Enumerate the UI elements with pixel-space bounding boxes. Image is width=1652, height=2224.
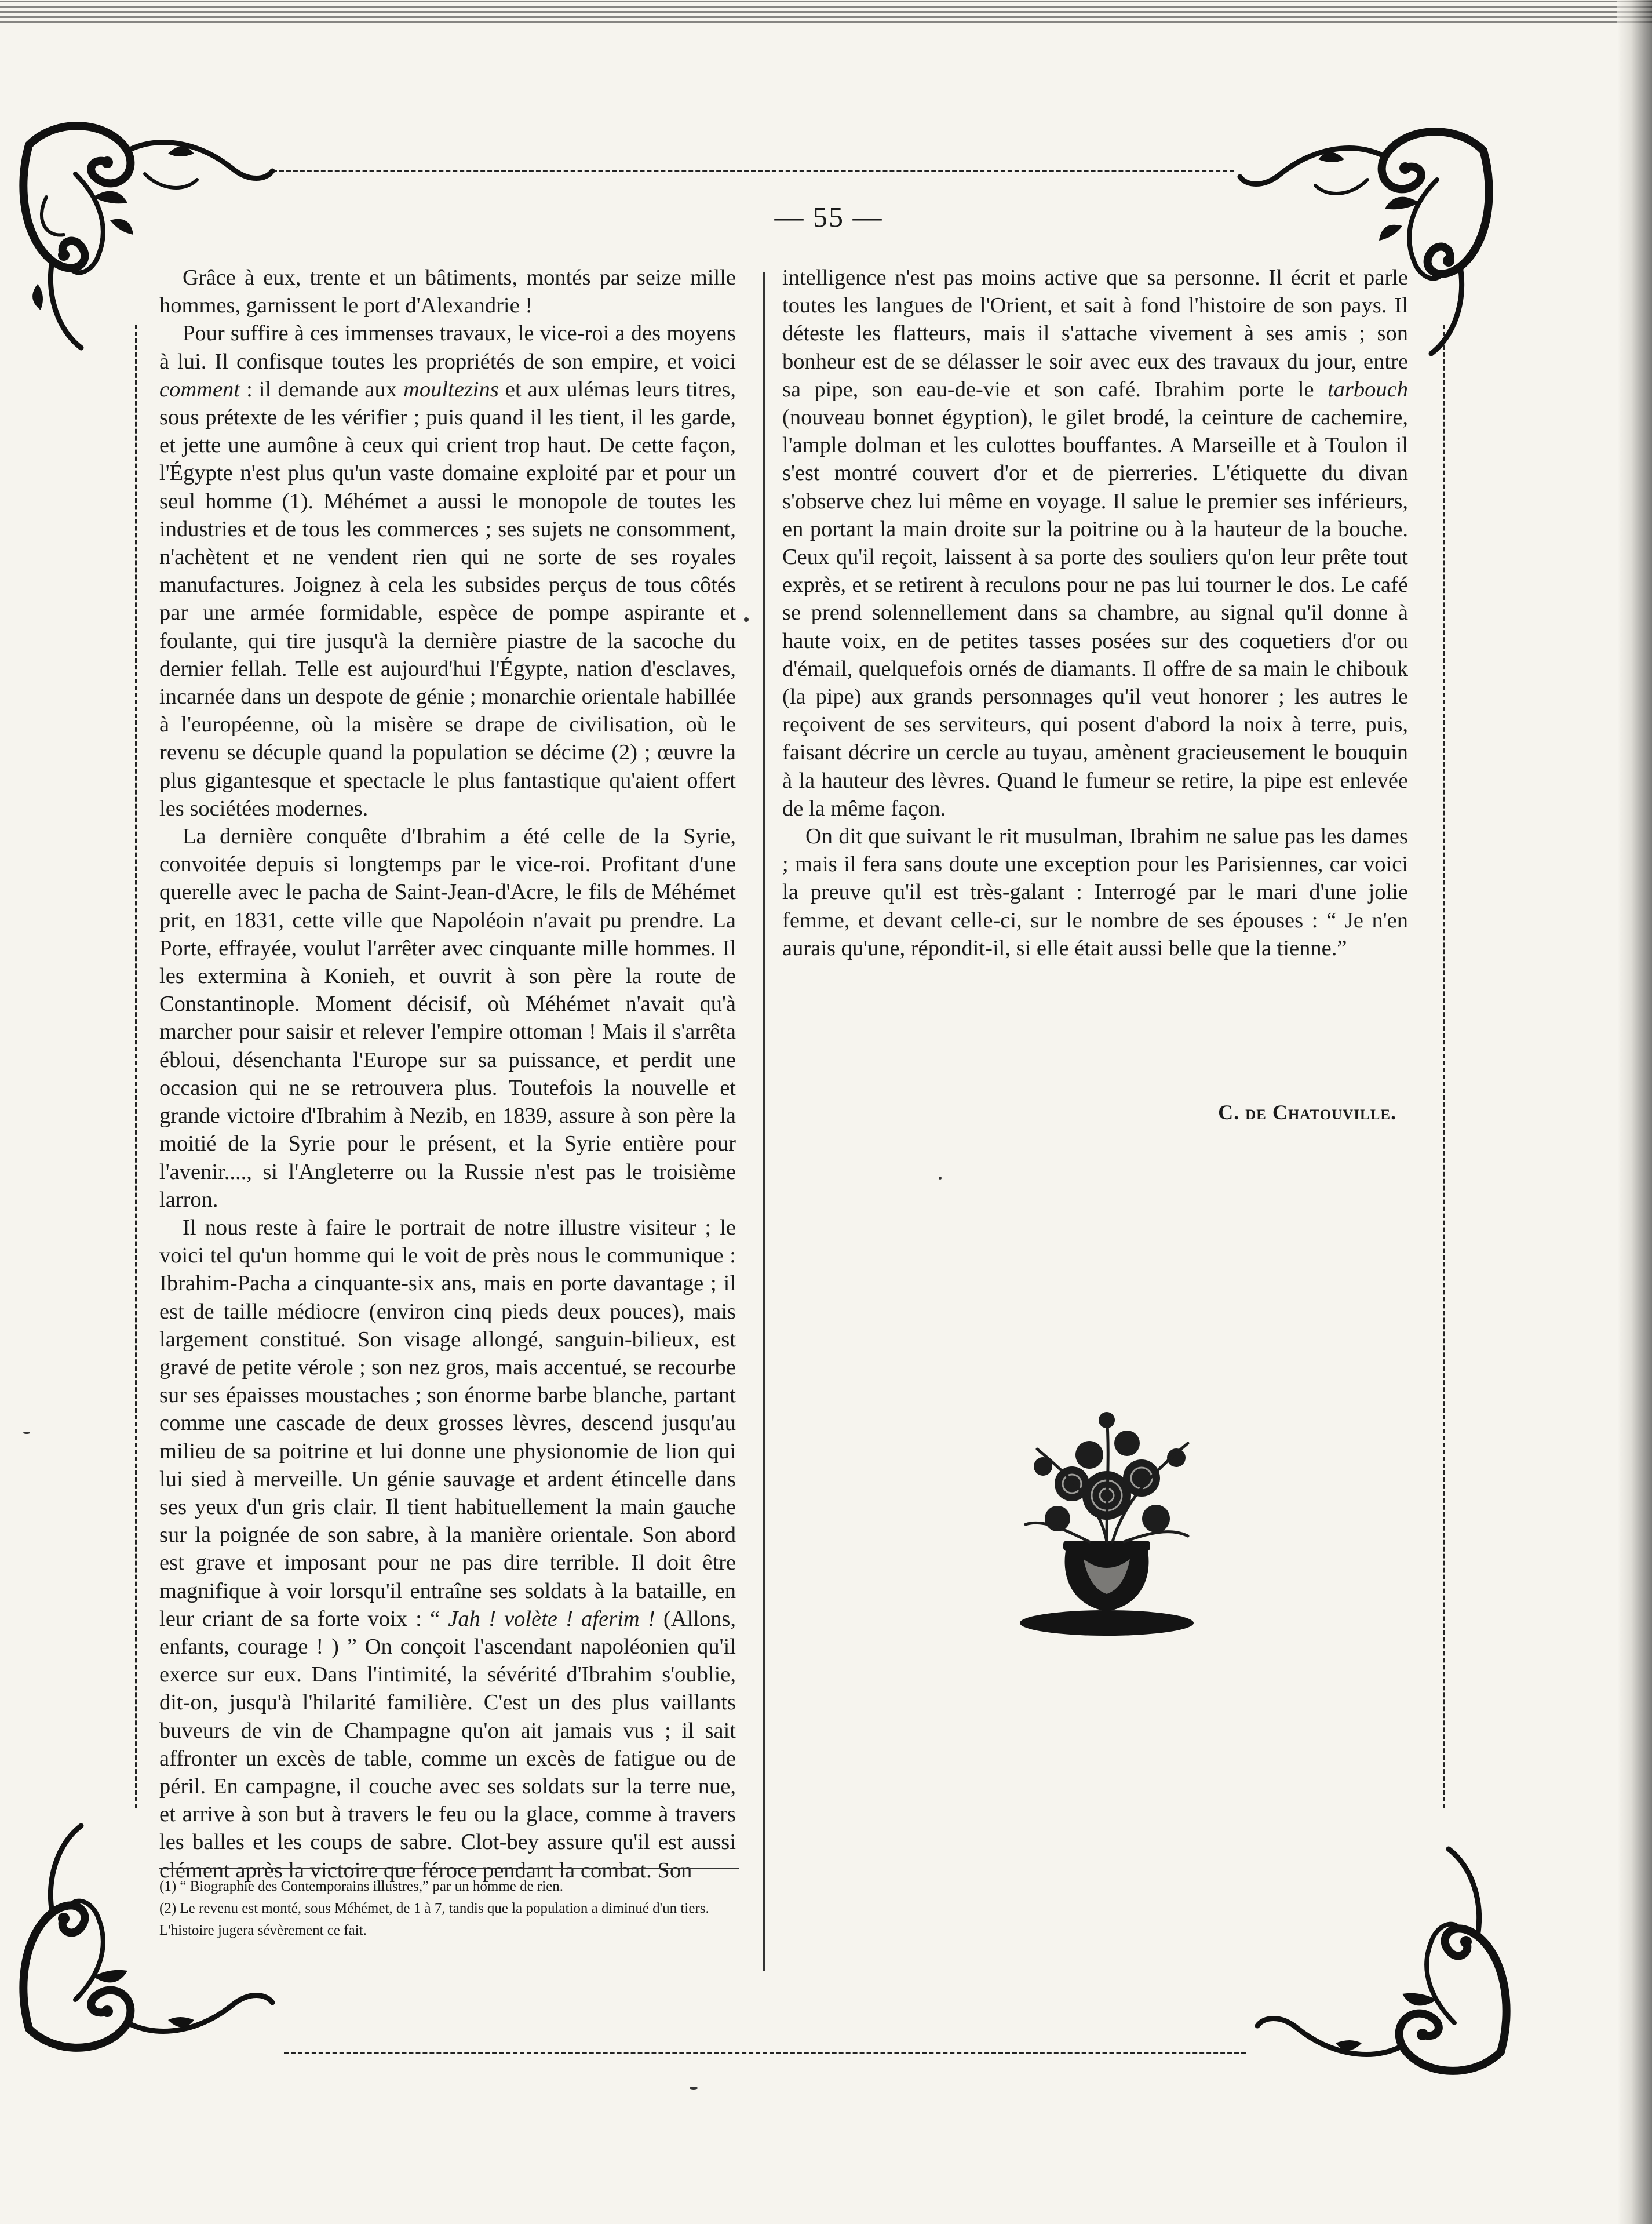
author-signature: C. de Chatouville. xyxy=(1218,1101,1396,1124)
frame-top-border xyxy=(272,170,1234,172)
paragraph xyxy=(159,319,736,822)
text-run: (nouveau bonnet égyption), le gilet brodé, la ceinture de cachemire, l'ample dolman et les culottes bouffantes. A Marseille et à Toulon il s'est montré couvert d'or et de pierreries. L'étiquette du divan s'observe chez lui même en voyage. Il salue le premier ses inférieurs, en portant la main droite sur la poitrine ou à la hauteur de la bouche. Ceux qu'il reçoit, laissent à sa porte des souliers qu'on leur prête tout exprès, et se retirent à reculons pour ne pas lui tourner le dos. Le café se prend solennellement dans sa chambre, au signal qu'il donne à haute voix, en de petites tasses posées sur des coquetiers d'or ou d'émail, quelquefois ornés de diamants. Il offre de sa main le chibouk (la pipe) aux grands personnages qu'il veut honorer ; les autres le reçoivent de ses serviteurs, qui posent d'abord la noix à terre, puis, faisant décrire un cercle au tuyau, amènent gracieusement le bouquin à la hauteur des lèvres. Quand le fumeur se retire, la pipe est enlevée de la même façon. xyxy=(782,405,1408,821)
footnote-rule xyxy=(159,1868,739,1869)
italic-word: tarbouch xyxy=(1327,377,1408,402)
footnotes xyxy=(159,1876,739,1942)
scan-speck xyxy=(939,1177,942,1180)
flower-vase-vignette xyxy=(1002,1403,1211,1640)
text-run: intelligence n'est pas moins active que sa personne. Il écrit et parle toutes les langues de l'Orient, et sait à fond l'histoire de son pays. Il déteste les flatteurs, mais il s'attache vivement à ses amis ; son bonheur est de se délasser le soir avec eux des travaux du jour, entre sa pipe, son eau-de-vie et son café. Ibrahim porte le xyxy=(782,265,1408,402)
scan-speck xyxy=(690,2087,698,2090)
paragraph xyxy=(782,264,1408,822)
scan-speck xyxy=(744,617,749,622)
right-text-column xyxy=(782,264,1408,962)
scan-right-edge xyxy=(1617,0,1652,2224)
text-run: Il nous reste à faire le portrait de notre illustre visiteur ; le voici tel qu'un homme qui le voit de près nous le communique : Ibrahim-Pacha a cinquante-six ans, mais en porte davantage ; il est de taille médiocre (environ cinq pieds deux pouces), mais largement constitué. Son visage allongé, sanguin-bilieux, est gravé de petite vérole ; son nez gros, mais accentué, se recourbe sur ses épaisses moustaches ; son énorme barbe blanche, partant comme une cascade de deux grosses lèvres, descend jusqu'au milieu de sa poitrine et lui donne une physionomie de lion qui lui sied à merveille. Un génie sauvage et ardent étincelle dans ses yeux d'un gris clair. Il tient habituellement la main gauche sur la poignée de son sabre, à la manière orientale. Son abord est grave et imposant pour ne pas dire terrible. Il doit être magnifique à voir lorsqu'il entraîne ses soldats à la bataille, en leur criant de sa forte voix : “ xyxy=(159,1215,736,1631)
paragraph: On dit que suivant le rit musulman, Ibrahim ne salue pas les dames ; mais il fera sans doute une exception pour les Parisiennes, car voici la preuve qu'il est très-galant : Interrogé par le mari d'une jolie femme, et devant celle-ci, sur le nombre de ses épouses : “ Je n'en aurais qu'une, répondit-il, si elle était aussi belle que la tienne.” xyxy=(782,824,1408,960)
frame-left-border xyxy=(135,325,137,1808)
scan-top-edge xyxy=(0,0,1652,23)
paragraph xyxy=(159,1214,736,1884)
paragraph: La dernière conquête d'Ibrahim a été celle de la Syrie, convoitée depuis si longtemps par le vice-roi. Profitant d'une querelle avec le pacha de Saint-Jean-d'Acre, le fils de Méhémet prit, en 1831, cette ville que Napoléoin n'avait pu prendre. La Porte, effrayée, voulut l'arrêter avec cinquante mille hommes. Il les extermina à Konieh, et ouvrit à son père la route de Constantinople. Moment décisif, où Méhémet n'avait qu'à marcher pour saisir et relever l'empire ottoman ! Mais il s'arrêta ébloui, désenchanta l'Europe sur sa puissance, et perdit une occasion qui ne se retrouvera plus. Toutefois la nouvelle et grande victoire d'Ibrahim à Nezib, en 1839, assure à son père la moitié de la Syrie pour le présent, et la Syrie entière pour l'avenir...., si l'Angleterre ou la Russie n'est pas le troisième larron. xyxy=(159,824,736,1212)
paragraph: Grâce à eux, trente et un bâtiments, montés par seize mille hommes, garnissent le port d'Alexandrie ! xyxy=(159,265,736,318)
frame-bottom-border xyxy=(284,2052,1246,2054)
text-run: et aux ulémas leurs titres, sous prétexte de les vérifier ; puis quand il les tient, il les garde, et jette une aumône à ceux qui crient trop haut. De cette façon, l'Égypte n'est plus qu'un vaste domaine exploité par et pour un seul homme (1). Méhémet a aussi le monopole de toutes les industries et de tous les commerces ; ses sujets ne consomment, n'achètent et ne vendent rien qui ne sorte de ses royales manufactures. Joignez à cela les subsides perçus de tous côtés par une armée formidable, espèce de pompe aspirante et foulante, qui tire jusqu'à la dernière piastre de la sacoche du dernier fellah. Telle est aujourd'hui l'Égypte, nation d'esclaves, incarnée dans un despote de génie ; monarchie orientale habillée à l'européenne, où la misère se drape de civilisation, où le revenu se décuple quand la population se décime (2) ; œuvre la plus gigantesque et spectacle le plus fantastique qu'aient offert les sociétées modernes. xyxy=(159,377,736,821)
corner-ornament-bottom-right xyxy=(1252,1843,1518,2087)
italic-word: comment xyxy=(159,377,240,402)
text-run: (Allons, enfants, courage ! ) ” On conçoit l'ascendant napoléonien qu'il exerce sur eux. Dans l'intimité, la sévérité d'Ibrahim s'oublie, dit-on, jusqu'à l'hilarité familière. C'est un des plus vaillants buveurs de vin de Champagne qu'on ait jamais vus ; il sait affronter un excès de table, comme un excès de fatigue ou de péril. En campagne, il couche avec ses soldats sur la terre nue, et arrive à son but à travers le feu ou la glace, comme à travers les balles et les coups de sabre. Clot-bey assure qu'il est aussi clément après la victoire que féroce pendant la combat. Son xyxy=(159,1606,736,1883)
text-run: : il demande aux xyxy=(239,377,404,402)
italic-word: moultezins xyxy=(403,377,499,402)
column-divider xyxy=(763,272,765,1971)
footnote-1: (1) “ Biographie des Contemporains illustres,” par un homme de rien. xyxy=(159,1879,564,1894)
frame-right-border xyxy=(1443,325,1445,1808)
left-text-column xyxy=(159,264,736,1884)
italic-cry: Jah ! volète ! aferim ! xyxy=(448,1606,655,1631)
page-number: — 55 — xyxy=(774,201,883,233)
footnote-2: (2) Le revenu est monté, sous Méhémet, de 1 à 7, tandis que la population a diminué d'un tiers. L'histoire jugera sévèrement ce fait. xyxy=(159,1901,709,1938)
text-run: Pour suffire à ces immenses travaux, le vice-roi a des moyens à lui. Il confisque toutes les propriétés de son empire, et voici xyxy=(159,321,736,374)
scan-speck xyxy=(23,1432,30,1434)
